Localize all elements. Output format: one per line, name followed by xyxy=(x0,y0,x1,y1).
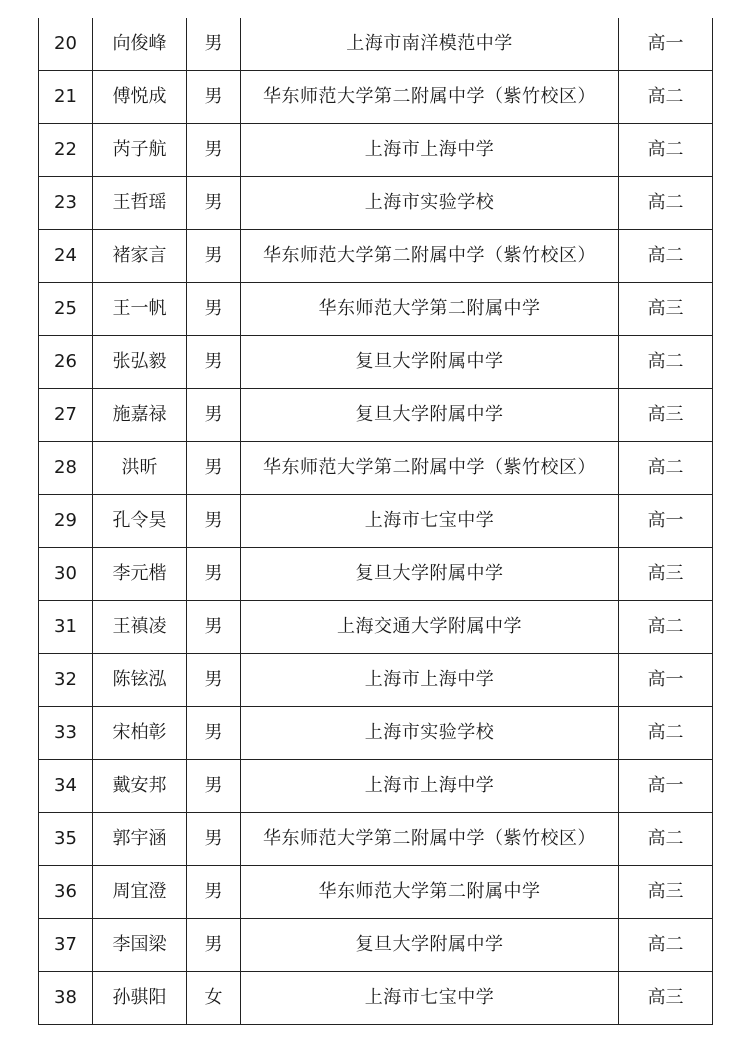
student-gender: 男 xyxy=(187,336,241,389)
school-name: 上海市七宝中学 xyxy=(241,972,619,1025)
grade-level: 高二 xyxy=(619,601,713,654)
student-name: 孙骐阳 xyxy=(93,972,187,1025)
student-gender: 女 xyxy=(187,972,241,1025)
student-name: 宋柏彰 xyxy=(93,707,187,760)
grade-level: 高二 xyxy=(619,124,713,177)
student-name: 孔令昊 xyxy=(93,495,187,548)
school-name: 华东师范大学第二附属中学 xyxy=(241,866,619,919)
student-name: 戴安邦 xyxy=(93,760,187,813)
school-name: 复旦大学附属中学 xyxy=(241,548,619,601)
student-name: 王一帆 xyxy=(93,283,187,336)
table-row xyxy=(39,707,713,760)
school-name: 复旦大学附属中学 xyxy=(241,336,619,389)
student-gender: 男 xyxy=(187,601,241,654)
school-name: 上海市南洋模范中学 xyxy=(241,18,619,71)
student-gender: 男 xyxy=(187,442,241,495)
row-number: 30 xyxy=(39,548,93,601)
row-number: 36 xyxy=(39,866,93,919)
school-name: 上海市上海中学 xyxy=(241,760,619,813)
school-name: 华东师范大学第二附属中学（紫竹校区） xyxy=(241,813,619,866)
row-number: 20 xyxy=(39,18,93,71)
row-number: 35 xyxy=(39,813,93,866)
row-number: 26 xyxy=(39,336,93,389)
grade-level: 高二 xyxy=(619,336,713,389)
student-name: 李元楷 xyxy=(93,548,187,601)
table-row xyxy=(39,866,713,919)
school-name: 上海交通大学附属中学 xyxy=(241,601,619,654)
row-number: 37 xyxy=(39,919,93,972)
school-name: 上海市上海中学 xyxy=(241,124,619,177)
table-row xyxy=(39,601,713,654)
row-number: 29 xyxy=(39,495,93,548)
table-row xyxy=(39,177,713,230)
table-row xyxy=(39,389,713,442)
student-gender: 男 xyxy=(187,283,241,336)
row-number: 32 xyxy=(39,654,93,707)
school-name: 上海市实验学校 xyxy=(241,177,619,230)
student-name: 王禛凌 xyxy=(93,601,187,654)
student-gender: 男 xyxy=(187,866,241,919)
table-row xyxy=(39,124,713,177)
student-gender: 男 xyxy=(187,71,241,124)
table-row xyxy=(39,548,713,601)
table-row xyxy=(39,442,713,495)
student-name: 芮子航 xyxy=(93,124,187,177)
school-name: 上海市上海中学 xyxy=(241,654,619,707)
grade-level: 高一 xyxy=(619,760,713,813)
row-number: 27 xyxy=(39,389,93,442)
row-number: 22 xyxy=(39,124,93,177)
school-name: 华东师范大学第二附属中学 xyxy=(241,283,619,336)
student-gender: 男 xyxy=(187,760,241,813)
grade-level: 高三 xyxy=(619,548,713,601)
student-gender: 男 xyxy=(187,230,241,283)
student-gender: 男 xyxy=(187,654,241,707)
school-name: 上海市七宝中学 xyxy=(241,495,619,548)
school-name: 复旦大学附属中学 xyxy=(241,389,619,442)
student-name: 张弘毅 xyxy=(93,336,187,389)
school-name: 华东师范大学第二附属中学（紫竹校区） xyxy=(241,442,619,495)
roster-body xyxy=(39,18,713,1025)
table-row xyxy=(39,972,713,1025)
school-name: 华东师范大学第二附属中学（紫竹校区） xyxy=(241,71,619,124)
grade-level: 高三 xyxy=(619,283,713,336)
row-number: 38 xyxy=(39,972,93,1025)
student-gender: 男 xyxy=(187,813,241,866)
row-number: 34 xyxy=(39,760,93,813)
row-number: 24 xyxy=(39,230,93,283)
student-gender: 男 xyxy=(187,919,241,972)
student-name: 施嘉禄 xyxy=(93,389,187,442)
table-row xyxy=(39,654,713,707)
table-row xyxy=(39,336,713,389)
school-name: 复旦大学附属中学 xyxy=(241,919,619,972)
table-row xyxy=(39,71,713,124)
student-gender: 男 xyxy=(187,389,241,442)
grade-level: 高一 xyxy=(619,18,713,71)
student-name: 向俊峰 xyxy=(93,18,187,71)
student-name: 周宜澄 xyxy=(93,866,187,919)
student-gender: 男 xyxy=(187,18,241,71)
row-number: 28 xyxy=(39,442,93,495)
grade-level: 高一 xyxy=(619,495,713,548)
grade-level: 高二 xyxy=(619,442,713,495)
student-name: 傅悦成 xyxy=(93,71,187,124)
grade-level: 高二 xyxy=(619,919,713,972)
table-row xyxy=(39,495,713,548)
student-name: 郭宇涵 xyxy=(93,813,187,866)
student-gender: 男 xyxy=(187,548,241,601)
grade-level: 高三 xyxy=(619,972,713,1025)
grade-level: 高二 xyxy=(619,707,713,760)
grade-level: 高三 xyxy=(619,389,713,442)
student-gender: 男 xyxy=(187,495,241,548)
row-number: 25 xyxy=(39,283,93,336)
grade-level: 高一 xyxy=(619,654,713,707)
table-row xyxy=(39,760,713,813)
row-number: 31 xyxy=(39,601,93,654)
table-row xyxy=(39,230,713,283)
student-gender: 男 xyxy=(187,124,241,177)
table-row xyxy=(39,283,713,336)
row-number: 23 xyxy=(39,177,93,230)
student-name: 洪昕 xyxy=(93,442,187,495)
student-gender: 男 xyxy=(187,177,241,230)
school-name: 上海市实验学校 xyxy=(241,707,619,760)
table-row xyxy=(39,813,713,866)
student-name: 褚家言 xyxy=(93,230,187,283)
grade-level: 高三 xyxy=(619,866,713,919)
table-row xyxy=(39,919,713,972)
grade-level: 高二 xyxy=(619,177,713,230)
student-gender: 男 xyxy=(187,707,241,760)
school-name: 华东师范大学第二附属中学（紫竹校区） xyxy=(241,230,619,283)
student-name: 王哲瑶 xyxy=(93,177,187,230)
student-name: 陈铉泓 xyxy=(93,654,187,707)
row-number: 33 xyxy=(39,707,93,760)
student-name: 李国梁 xyxy=(93,919,187,972)
table-row xyxy=(39,18,713,71)
student-roster-table xyxy=(38,18,713,1025)
grade-level: 高二 xyxy=(619,230,713,283)
grade-level: 高二 xyxy=(619,71,713,124)
grade-level: 高二 xyxy=(619,813,713,866)
row-number: 21 xyxy=(39,71,93,124)
